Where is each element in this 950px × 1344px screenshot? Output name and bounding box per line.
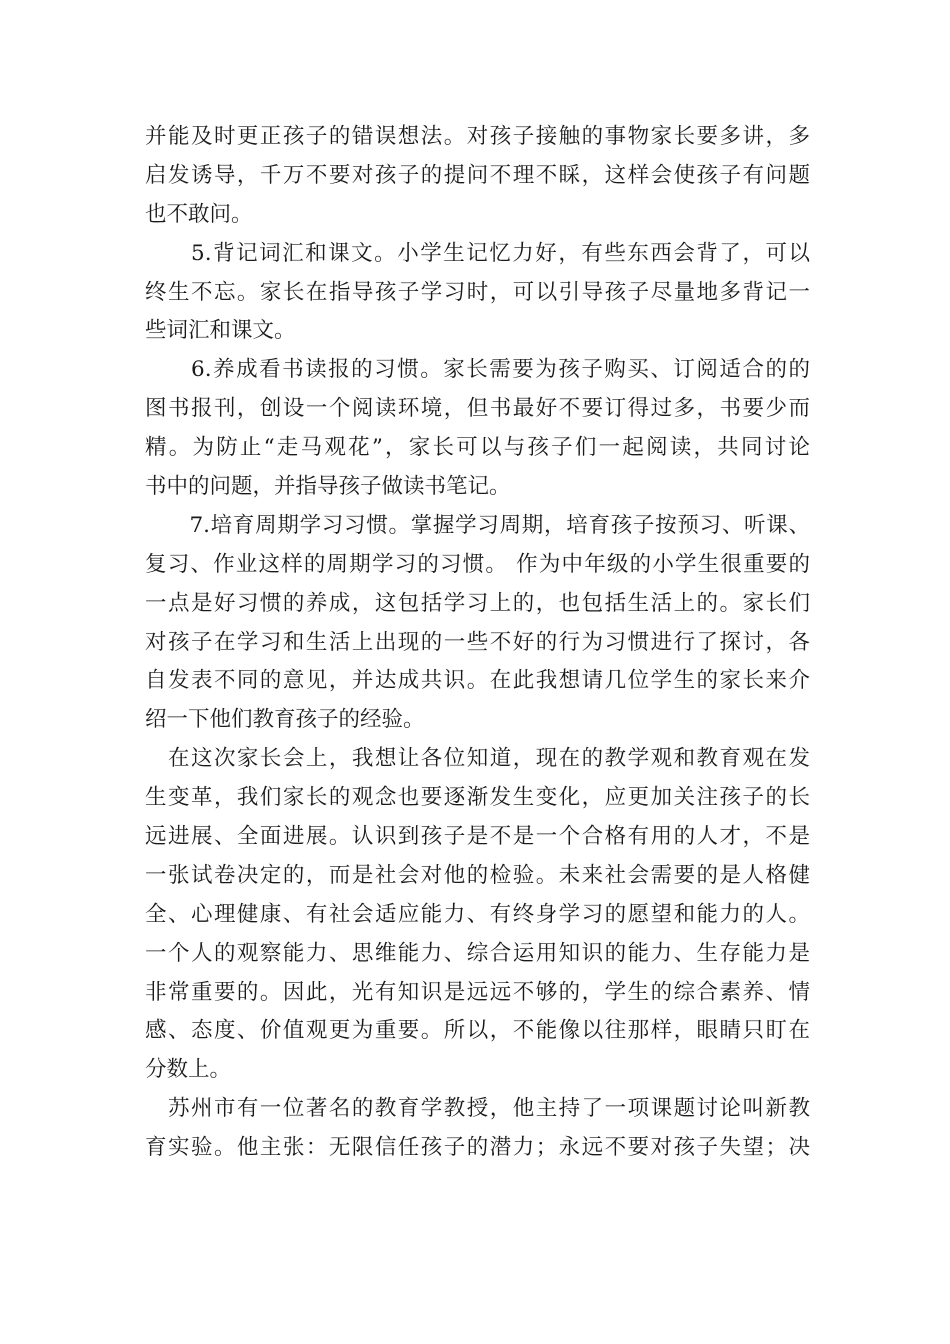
text-line: 复习、作业这样的周期学习的习惯。 作为中年级的小学生很重要的 — [145, 551, 810, 577]
text-line: 感、态度、价值观更为重要。所以，不能像以往那样，眼睛只盯在 — [145, 1018, 810, 1044]
text-line: 终生不忘。家长在指导孩子学习时，可以引导孩子尽量地多背记一 — [145, 279, 810, 305]
text-line: 并能及时更正孩子的错误想法。对孩子接触的事物家长要多讲，多 — [145, 124, 810, 149]
text-line: 生变革，我们家长的观念也要逐渐发生变化，应更加关注孩子的长 — [145, 785, 810, 811]
document-body — [145, 118, 810, 1168]
text-line: 育实验。他主张：无限信任孩子的潜力；永远不要对孩子失望；决 — [145, 1135, 810, 1161]
text-line: 自发表不同的意见，并达成共识。在此我想请几位学生的家长来介 — [145, 668, 810, 694]
text-line: 远进展、全面进展。认识到孩子是不是一个合格有用的人才，不是 — [145, 824, 810, 850]
text-line: 一个人的观察能力、思维能力、综合运用知识的能力、生存能力是 — [145, 940, 810, 966]
text-line: 些词汇和课文。 — [145, 318, 296, 344]
text-line: 绍一下他们教育孩子的经验。 — [145, 707, 425, 733]
text-line: 启发诱导，千万不要对孩子的提问不理不睬，这样会使孩子有问题 — [145, 162, 810, 188]
text-line: 分数上。 — [145, 1057, 232, 1083]
text-line: 5.背记词汇和课文。小学生记忆力好，有些东西会背了，可以 — [145, 240, 810, 266]
text-line: 书中的问题，并指导孩子做读书笔记。 — [145, 474, 511, 500]
text-line: 6.养成看书读报的习惯。家长需要为孩子购买、订阅适合的的 — [145, 357, 810, 383]
text-line: 精。为防止“走马观花”，家长可以与孩子们一起阅读，共同讨论 — [145, 435, 810, 461]
text-line: 图书报刊，创设一个阅读环境，但书最好不要订得过多，书要少而 — [145, 396, 810, 422]
text-line: 7.培育周期学习习惯。掌握学习周期，培育孩子按预习、听课、 — [145, 512, 810, 538]
text-line: 非常重要的。因此，光有知识是远远不够的，学生的综合素养、情 — [145, 979, 810, 1005]
text-line: 也不敢问。 — [145, 201, 253, 227]
text-line: 苏州市有一位著名的教育学教授，他主持了一项课题讨论叫新教 — [145, 1096, 810, 1122]
text-line: 对孩子在学习和生活上出现的一些不好的行为习惯进行了探讨，各 — [145, 629, 810, 655]
text-line: 全、心理健康、有社会适应能力、有终身学习的愿望和能力的人。 — [145, 901, 810, 927]
text-line: 一点是好习惯的养成，这包括学习上的，也包括生活上的。家长们 — [145, 590, 810, 616]
text-line: 在这次家长会上，我想让各位知道，现在的教学观和教育观在发 — [145, 746, 810, 772]
text-line: 一张试卷决定的，而是社会对他的检验。未来社会需要的是人格健 — [145, 862, 810, 888]
